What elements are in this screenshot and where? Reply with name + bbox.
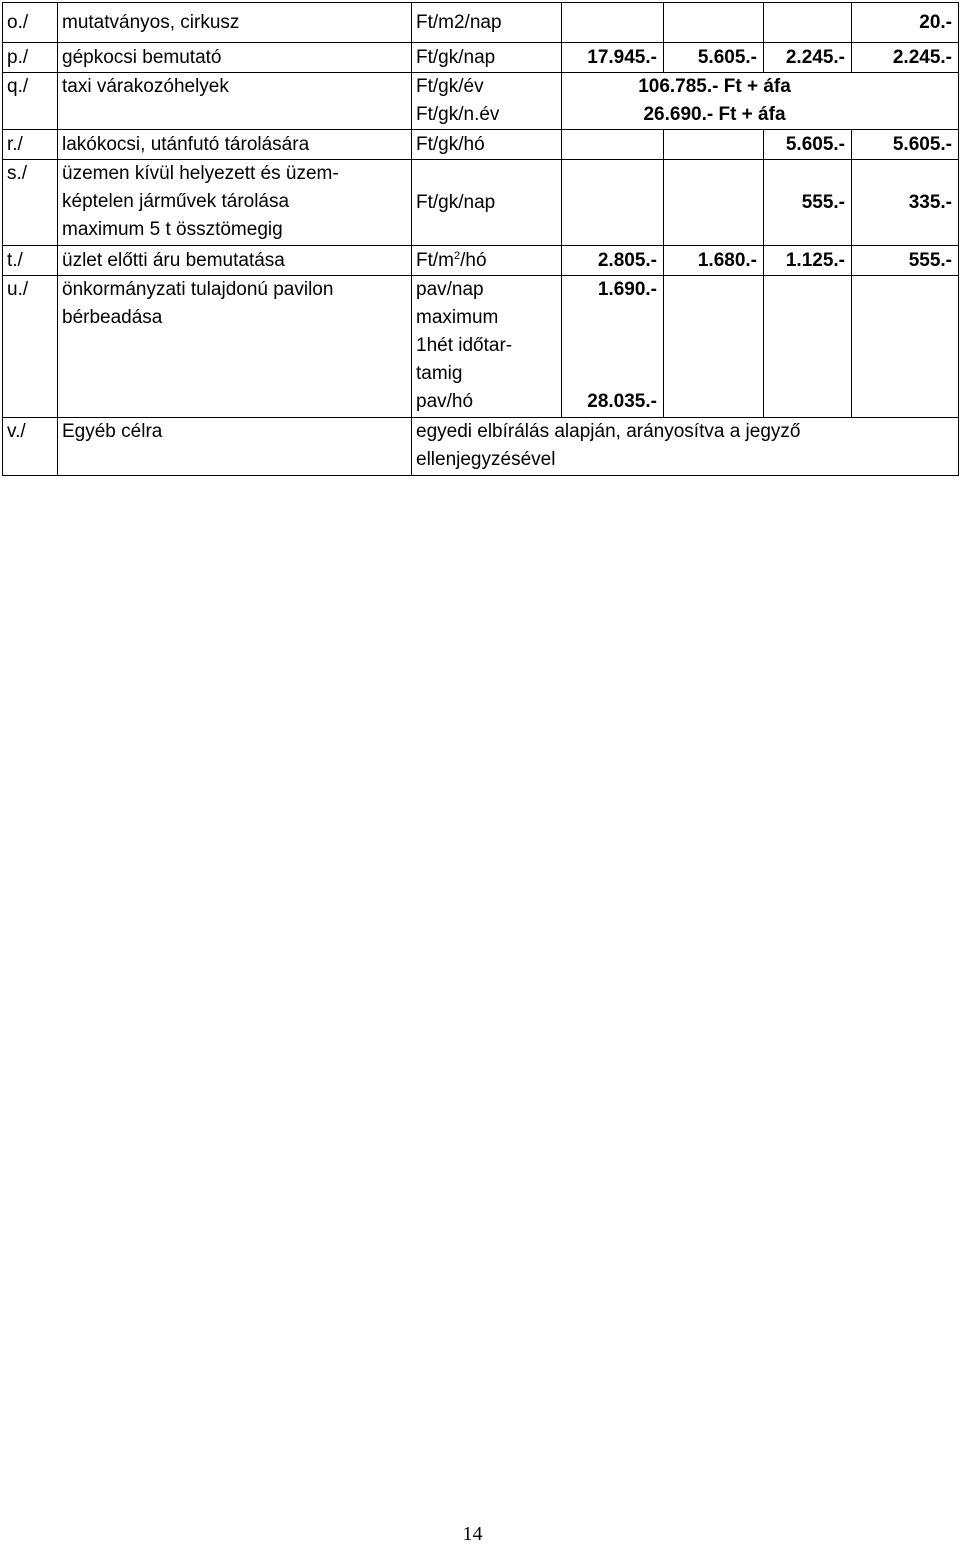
table-row: [3, 246, 959, 276]
row-letter: o./: [3, 3, 58, 43]
row-unit-line: pav/nap: [416, 279, 484, 300]
row-unit: Ft/gk/hó: [412, 130, 562, 160]
row-unit-tail: /hó: [460, 249, 487, 271]
row-description: taxi várakozóhelyek: [58, 73, 412, 130]
row-value-2: [664, 160, 764, 246]
row-letter: p./: [3, 43, 58, 73]
row-value-1: [562, 276, 664, 418]
row-value-4: 20.-: [852, 3, 959, 43]
table-row: [3, 3, 959, 43]
row-description-line: maximum 5 t össztömegig: [62, 219, 283, 240]
row-value-2: [664, 276, 764, 418]
table-row: [3, 160, 959, 246]
row-value-line: 106.785.- Ft + áfa: [638, 76, 791, 97]
row-value-4: 335.-: [852, 160, 959, 246]
row-description: üzlet előtti áru bemutatása: [58, 246, 412, 276]
fee-table: [2, 2, 959, 476]
row-description: gépkocsi bemutató: [58, 43, 412, 73]
row-value-3: 5.605.-: [764, 130, 852, 160]
row-value-3: 1.125.-: [764, 246, 852, 276]
row-description: lakókocsi, utánfutó tárolására: [58, 130, 412, 160]
row-unit-superscript: 2: [454, 249, 461, 262]
row-value-line: 1.690.-: [597, 279, 657, 300]
row-letter: q./: [3, 73, 58, 130]
row-value-4: 2.245.-: [852, 43, 959, 73]
row-description-line: önkormányzati tulajdonú pavilon: [62, 279, 334, 300]
row-value-line: 28.035.-: [587, 391, 657, 412]
row-unit-line: tamig: [416, 363, 463, 384]
row-unit: Ft/gk/nap: [412, 160, 562, 246]
row-value-4: 5.605.-: [852, 130, 959, 160]
row-value-4: [852, 276, 959, 418]
row-value-1: 2.805.-: [562, 246, 664, 276]
row-note-line: ellenjegyzésével: [416, 449, 556, 470]
row-unit: [412, 276, 562, 418]
row-letter: v./: [3, 418, 58, 476]
row-unit-line: Ft/gk/n.év: [416, 104, 500, 125]
row-value-2: [664, 3, 764, 43]
row-value-4: 555.-: [852, 246, 959, 276]
row-description-line: üzemen kívül helyezett és üzem-: [62, 163, 339, 184]
row-description-line: képtelen járművek tárolása: [62, 191, 290, 212]
row-value-spacer: [566, 304, 657, 332]
table-row: [3, 276, 959, 418]
row-unit-line: 1hét időtar-: [416, 335, 513, 356]
row-value-2: 5.605.-: [664, 43, 764, 73]
row-value-spacer: [566, 332, 657, 360]
row-value-spacer: [566, 360, 657, 388]
row-description-line: bérbeadása: [62, 307, 163, 328]
row-value-2: [664, 130, 764, 160]
row-value-3: 555.-: [764, 160, 852, 246]
table-row: [3, 43, 959, 73]
row-value-line: 26.690.- Ft + áfa: [643, 104, 786, 125]
row-letter: t./: [3, 246, 58, 276]
row-unit-line: pav/hó: [416, 391, 474, 412]
row-description: Egyéb célra: [58, 418, 412, 476]
row-value-1: [562, 3, 664, 43]
row-letter: r./: [3, 130, 58, 160]
row-value-2: 1.680.-: [664, 246, 764, 276]
table-row: [3, 73, 959, 130]
row-unit-line: maximum: [416, 307, 499, 328]
table-row: [3, 418, 959, 476]
row-unit: [412, 246, 562, 276]
table-row: [3, 130, 959, 160]
row-merged-note: [412, 418, 959, 476]
page-number: 14: [462, 1523, 483, 1545]
row-description: mutatványos, cirkusz: [58, 3, 412, 43]
row-value-3: [764, 276, 852, 418]
row-unit: Ft/gk/nap: [412, 43, 562, 73]
row-unit-base: Ft/m: [416, 249, 454, 271]
row-description: [58, 276, 412, 418]
row-unit-line: Ft/gk/év: [416, 76, 484, 97]
row-unit: Ft/m2/nap: [412, 3, 562, 43]
row-unit: [412, 73, 562, 130]
row-description: [58, 160, 412, 246]
row-value-3: [764, 3, 852, 43]
row-note-line: egyedi elbírálás alapján, arányosítva a jegyző: [416, 421, 801, 442]
row-value-1: [562, 160, 664, 246]
row-letter: s./: [3, 160, 58, 246]
row-value-1: [562, 130, 664, 160]
row-value-3: 2.245.-: [764, 43, 852, 73]
row-value-1: 17.945.-: [562, 43, 664, 73]
row-merged-value: [562, 73, 959, 130]
row-letter: u./: [3, 276, 58, 418]
